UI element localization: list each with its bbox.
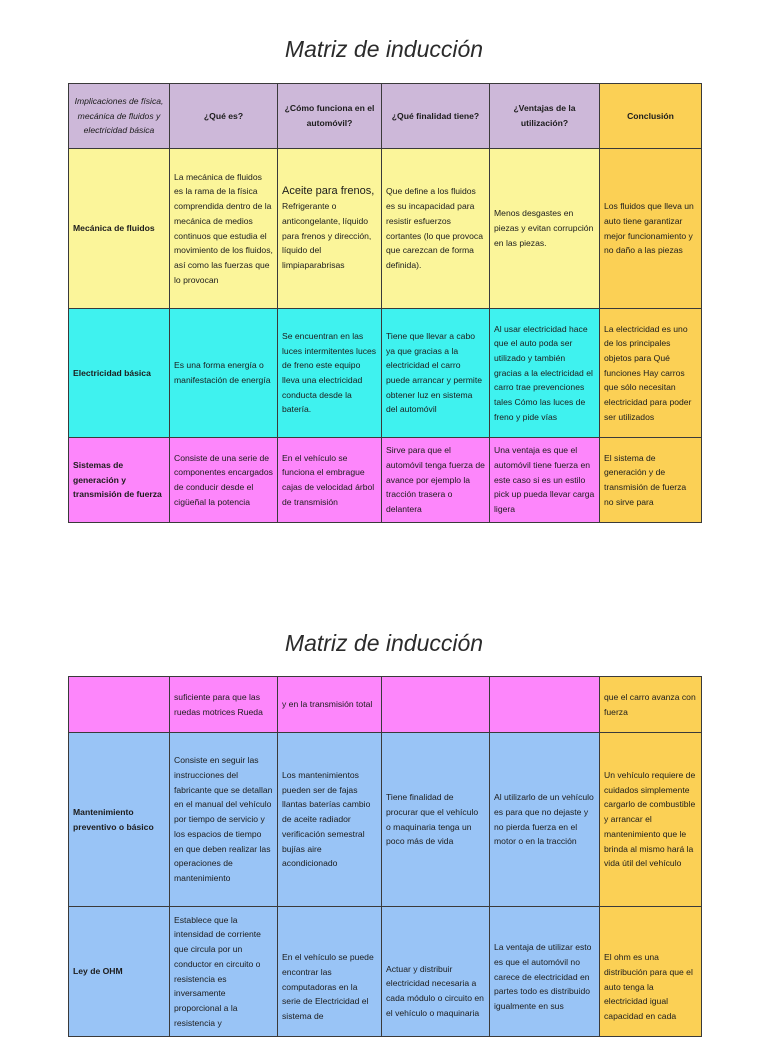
cell-conclusion: que el carro avanza con fuerza: [600, 677, 702, 733]
induction-matrix-table-page-2: [68, 676, 702, 1037]
row-label: [69, 677, 170, 733]
cell-como-funciona: y en la transmisión total: [278, 677, 382, 733]
cell-como-funciona: Se encuentran en las luces intermitentes luces de freno este equipo lleva una electricidad conducta desde la batería.: [278, 309, 382, 438]
cell-finalidad: Que define a los fluidos es su incapacidad para resistir esfuerzos cortantes (lo que provoca que carezcan de forma definida).: [382, 149, 490, 309]
table-row: [69, 438, 702, 523]
header-row: [69, 84, 702, 149]
cell-ventajas: [490, 677, 600, 733]
cell-como-funciona: [278, 149, 382, 309]
header-conclusion: Conclusión: [600, 84, 702, 149]
cell-como-lead: Aceite para frenos,: [282, 185, 375, 198]
cell-como-funciona: Los mantenimientos pueden ser de fajas llantas baterías cambio de aceite radiador verificación semestral bujías aire acondicionado: [278, 733, 382, 907]
cell-finalidad: [382, 677, 490, 733]
cell-finalidad: Sirve para que el automóvil tenga fuerza de avance por ejemplo la tracción trasera o delantera: [382, 438, 490, 523]
table-row: [69, 733, 702, 907]
cell-conclusion: Un vehículo requiere de cuidados simplemente cargarlo de combustible y arrancar el mantenimiento que le brinda al mismo hará la vida útil del vehículo: [600, 733, 702, 907]
cell-que-es: Es una forma energía o manifestación de energía: [170, 309, 278, 438]
table-row: [69, 907, 702, 1037]
cell-conclusion: Los fluidos que lleva un auto tiene garantizar mejor funcionamiento y no daño a las piezas: [600, 149, 702, 309]
row-label: Electricidad básica: [69, 309, 170, 438]
cell-ventajas: La ventaja de utilizar esto es que el automóvil no carece de electricidad en partes todo es distribuido igualmente en sus: [490, 907, 600, 1037]
cell-conclusion: El sistema de generación y de transmisión de fuerza no sirve para: [600, 438, 702, 523]
induction-matrix-table-page-1: [68, 83, 702, 523]
cell-que-es: Consiste de una serie de componentes encargados de conducir desde el cigüeñal la potencia: [170, 438, 278, 523]
row-label: Ley de OHM: [69, 907, 170, 1037]
cell-finalidad: Tiene finalidad de procurar que el vehículo o maquinaria tenga un poco más de vida: [382, 733, 490, 907]
cell-que-es: suficiente para que las ruedas motrices Rueda: [170, 677, 278, 733]
table-row: [69, 149, 702, 309]
cell-ventajas: Menos desgastes en piezas y evitan corrupción en las piezas.: [490, 149, 600, 309]
table-row: [69, 677, 702, 733]
header-corner-cell: Implicaciones de física, mecánica de fluidos y electricidad básica: [69, 84, 170, 149]
header-como-funciona: ¿Cómo funciona en el automóvil?: [278, 84, 382, 149]
cell-como-funciona: En el vehículo se funciona el embrague cajas de velocidad árbol de transmisión: [278, 438, 382, 523]
page-title: Matriz de inducción: [284, 36, 484, 62]
cell-conclusion: El ohm es una distribución para que el auto tenga la electricidad igual capacidad en cada: [600, 907, 702, 1037]
cell-como-rest: Refrigerante o anticongelante, líquido para frenos y dirección, líquido del limpiaparabrisas: [282, 201, 372, 270]
row-label: Sistemas de generación y transmisión de fuerza: [69, 438, 170, 523]
table-row: [69, 309, 702, 438]
cell-que-es: La mecánica de fluidos es la rama de la física comprendida dentro de la mecánica de medios continuos que estudia el movimiento de los fluidos, así como las fuerzas que lo provocan: [170, 149, 278, 309]
cell-finalidad: Actuar y distribuir electricidad necesaria a cada módulo o circuito en el vehículo o maquinaria: [382, 907, 490, 1037]
row-label: Mantenimiento preventivo o básico: [69, 733, 170, 907]
cell-conclusion: La electricidad es uno de los principales objetos para Qué funciones Hay carros que sólo necesitan electricidad para poder ser utilizados: [600, 309, 702, 438]
header-ventajas: ¿Ventajas de la utilización?: [490, 84, 600, 149]
cell-que-es: Consiste en seguir las instrucciones del fabricante que se detallan en el manual del vehículo por tiempo de servicio y los espacios de tiempo en que deben realizar las operaciones de mantenimiento: [170, 733, 278, 907]
cell-finalidad: Tiene que llevar a cabo ya que gracias a la electricidad el carro puede arrancar y permite obtener luz en sistema del automóvil: [382, 309, 490, 438]
page-title: Matriz de inducción: [284, 630, 484, 656]
cell-que-es: Establece que la intensidad de corriente que circula por un conductor en circuito o resistencia es inversamente proporcional a la resistencia y: [170, 907, 278, 1037]
cell-ventajas: Una ventaja es que el automóvil tiene fuerza en este caso si es un estilo pick up pueda llevar carga ligera: [490, 438, 600, 523]
row-label: Mecánica de fluidos: [69, 149, 170, 309]
header-finalidad: ¿Qué finalidad tiene?: [382, 84, 490, 149]
cell-como-funciona: En el vehículo se puede encontrar las computadoras en la serie de Electricidad el sistema de: [278, 907, 382, 1037]
header-que-es: ¿Qué es?: [170, 84, 278, 149]
cell-ventajas: Al usar electricidad hace que el auto poda ser utilizado y también gracias a la electricidad el carro trae prevenciones tales Cómo las luces de freno y pide vías: [490, 309, 600, 438]
cell-ventajas: Al utilizarlo de un vehículo es para que no dejaste y no pierda fuerza en el motor o en la tracción: [490, 733, 600, 907]
